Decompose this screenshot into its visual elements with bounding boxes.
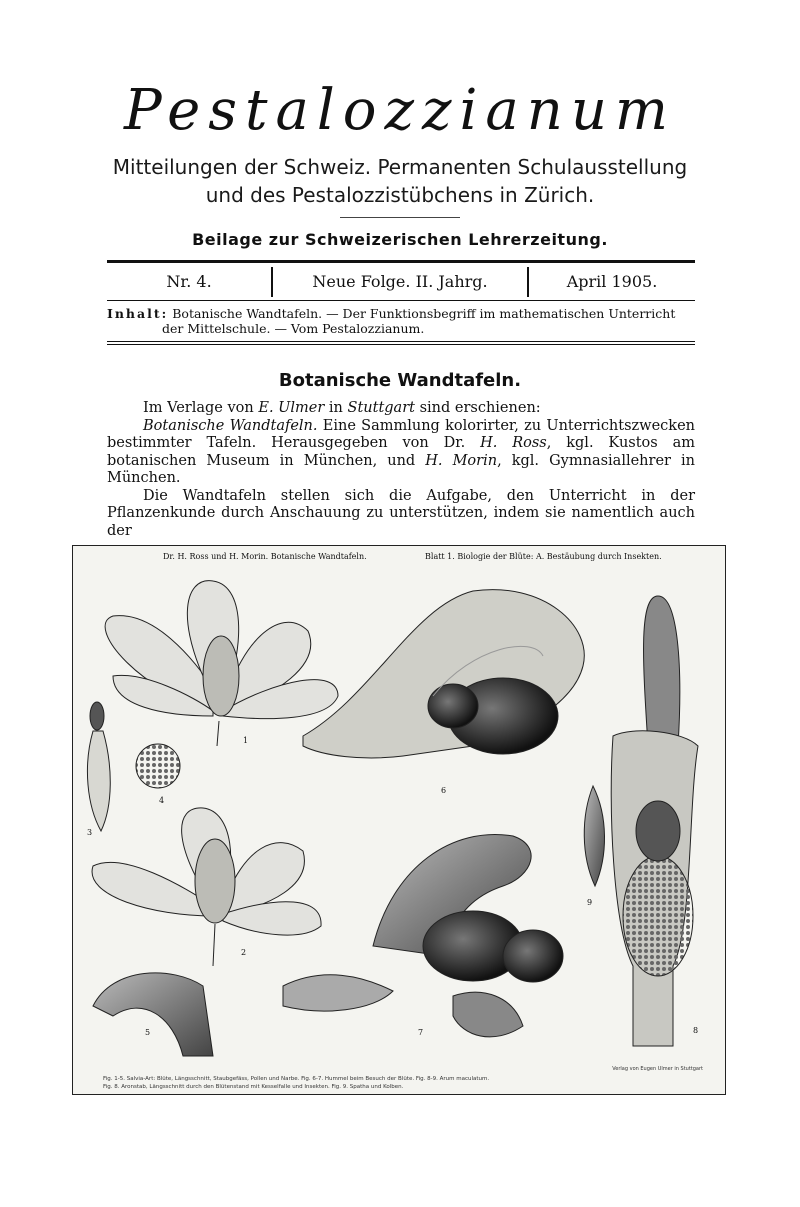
article-title: Botanische Wandtafeln. — [278, 370, 522, 391]
pollen-4 — [136, 744, 180, 788]
flower-2 — [92, 808, 321, 966]
botanical-plate-illustration — [72, 545, 726, 1095]
arum-8 — [611, 596, 698, 1046]
figure-label: 8 — [693, 1026, 699, 1035]
article-body — [107, 400, 695, 540]
spathe-9 — [584, 786, 604, 886]
issue-rule-top — [107, 260, 695, 263]
plate-caption-line-2: Fig. 8. Aronstab, Längsschnitt durch den Blütenstand mit Kesselfalle und Insekten. Fig. 9. Spatha und Kolben. — [103, 1084, 404, 1090]
table-of-contents — [107, 306, 695, 345]
contents-line-1: Botanische Wandtafeln. — Der Funktionsbegriff im mathematischen Unterricht — [172, 306, 676, 321]
figure-label: 3 — [87, 828, 93, 837]
figure-label: 9 — [587, 898, 593, 907]
issue-date: April 1905. — [566, 272, 658, 291]
flower-bee-6 — [303, 590, 584, 758]
stamen-3 — [87, 702, 110, 831]
issue-info-bar — [107, 260, 695, 302]
subtitle-line-1: Mitteilungen der Schweiz. Permanenten Schulausstellung — [112, 155, 688, 179]
issue-series: Neue Folge. II. Jahrg. — [312, 272, 488, 291]
stigma-5 — [93, 973, 213, 1056]
figure-label: 1 — [243, 736, 249, 745]
contents-label: Inhalt: — [107, 306, 169, 321]
contents-rule — [107, 341, 695, 345]
paragraph: Die Wandtafeln stellen sich die Aufgabe, den Unterricht in der Pflanzenkunde durch Anschauung zu unterstützen, indem sie namentlich auch der — [107, 487, 695, 539]
figure-label: 5 — [145, 1028, 151, 1037]
plate-imprint: Verlag von Eugen Ulmer in Stuttgart — [612, 1066, 703, 1072]
figure-label: 7 — [418, 1028, 424, 1037]
flower-1 — [105, 581, 338, 746]
contents-line-2: der Mittelschule. — Vom Pestalozzianum. — [162, 321, 425, 336]
supplement-line: Beilage zur Schweizerischen Lehrerzeitung. — [192, 230, 608, 249]
figure-label: 2 — [241, 948, 247, 957]
masthead-title: Pestalozzianum — [123, 78, 677, 143]
plate-header-right: Blatt 1. Biologie der Blüte: A. Bestäubung durch Insekten. — [425, 552, 662, 561]
issue-number: Nr. 4. — [166, 272, 212, 291]
divider — [340, 217, 460, 218]
paragraph: Im Verlage von E. Ulmer in Stuttgart sind erschienen: Botanische Wandtafeln. Eine Sammlung kolorirter, zu Unterrichtszwecken bestimmter Tafeln. Herausgegeben von Dr. H. Ross, kgl. Kustos am botanischen Museum in München, und H. Morin, kgl. Gymnasiallehrer in München. — [107, 400, 695, 486]
editor: H. Morin — [425, 452, 498, 469]
subtitle-line-2: und des Pestalozzistübchens in Zürich. — [205, 183, 595, 207]
city: Stuttgart — [347, 400, 415, 416]
work-title: Botanische Wandtafeln. — [143, 417, 318, 434]
plate-drawing — [73, 546, 725, 1094]
flower-bee-7 — [283, 834, 563, 1036]
issue-rule-bottom — [107, 300, 695, 301]
publisher: E. Ulmer — [258, 400, 325, 416]
figure-label: 6 — [441, 786, 447, 795]
figure-label: 4 — [159, 796, 165, 805]
editor: H. Ross — [480, 435, 547, 451]
plate-caption-line-1: Fig. 1-5. Salvia-Art: Blüte, Längsschnitt, Staubgefäss, Pollen und Narbe. Fig. 6-7. Hummel beim Besuch der Blüte. Fig. 8-9. Arum maculatum. — [103, 1076, 490, 1082]
plate-header-left: Dr. H. Ross und H. Morin. Botanische Wandtafeln. — [163, 552, 367, 561]
